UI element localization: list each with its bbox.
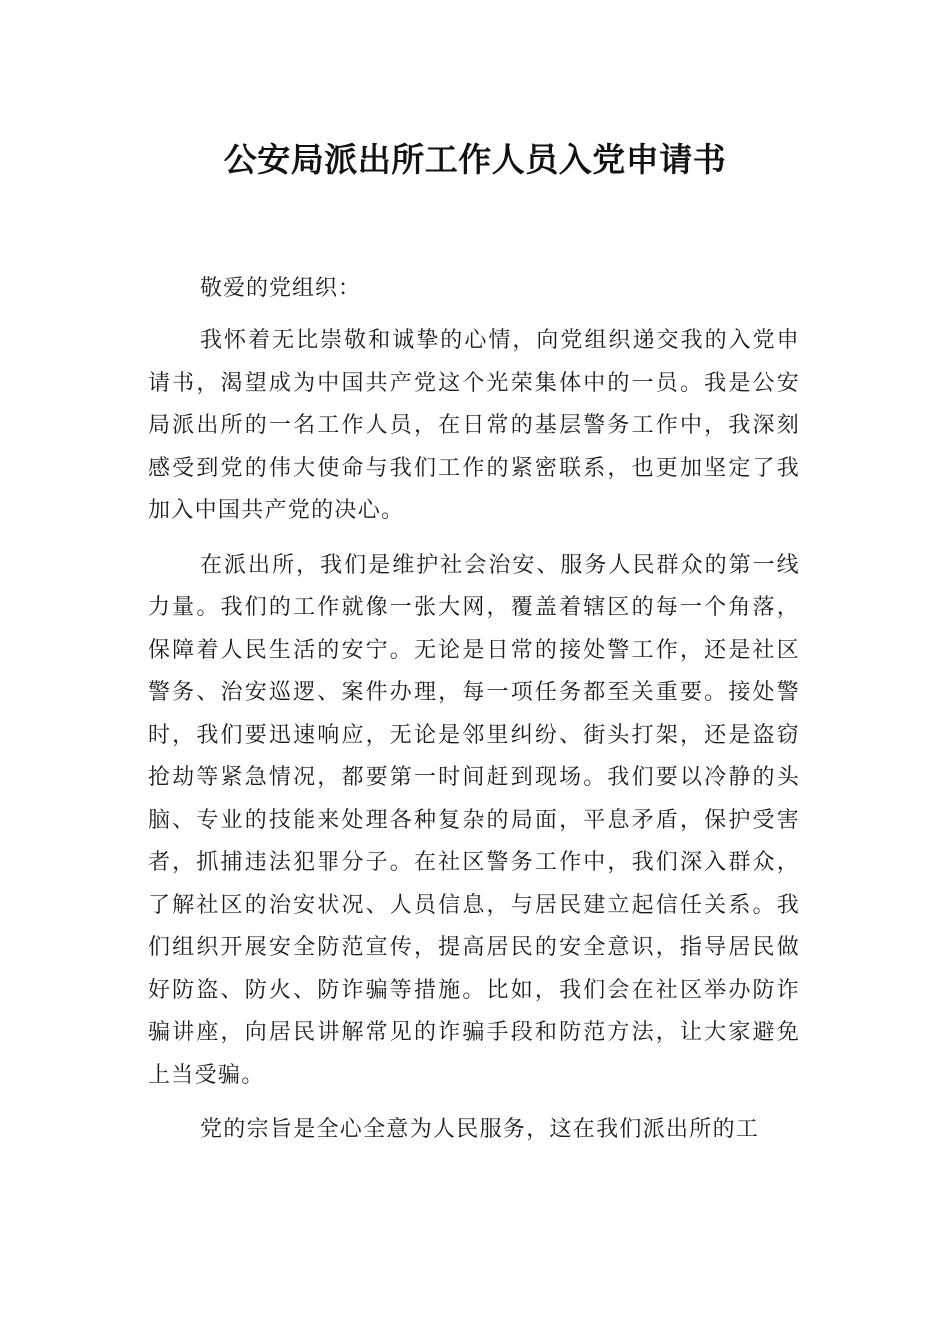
paragraph-2: 在派出所，我们是维护社会治安、服务人民群众的第一线力量。我们的工作就像一张大网，覆盖着辖区的每一个角落，保障着人民生活的安宁。无论是日常的接处警工作，还是社区警务、治安巡逻、案件办理，每一项任务都至关重要。接处警时，我们要迅速响应，无论是邻里纠纷、街头打架，还是盗窃抢劫等紧急情况，都要第一时间赶到现场。我们要以冷静的头脑、专业的技能来处理各种复杂的局面，平息矛盾，保护受害者，抓捕违法犯罪分子。在社区警务工作中，我们深入群众，了解社区的治安状况、人员信息，与居民建立起信任关系。我们组织开展安全防范宣传，提高居民的安全意识，指导居民做好防盗、防火、防诈骗等措施。比如，我们会在社区举办防诈骗讲座，向居民讲解常见的诈骗手段和防范方法，让大家避免上当受骗。	[148, 552, 800, 1088]
salutation: 敬爱的党组织：	[200, 276, 362, 301]
paragraph-3: 党的宗旨是全心全意为人民服务，这在我们派出所的工	[200, 1117, 760, 1142]
paragraph-1: 我怀着无比崇敬和诚挚的心情，向党组织递交我的入党申请书，渴望成为中国共产党这个光荣集体中的一员。我是公安局派出所的一名工作人员，在日常的基层警务工作中，我深刻感受到党的伟大使命与我们工作的紧密联系，也更加坚定了我加入中国共产党的决心。	[148, 328, 800, 523]
document-title: 公安局派出所工作人员入党申请书	[223, 140, 727, 179]
document-body	[148, 268, 800, 1164]
